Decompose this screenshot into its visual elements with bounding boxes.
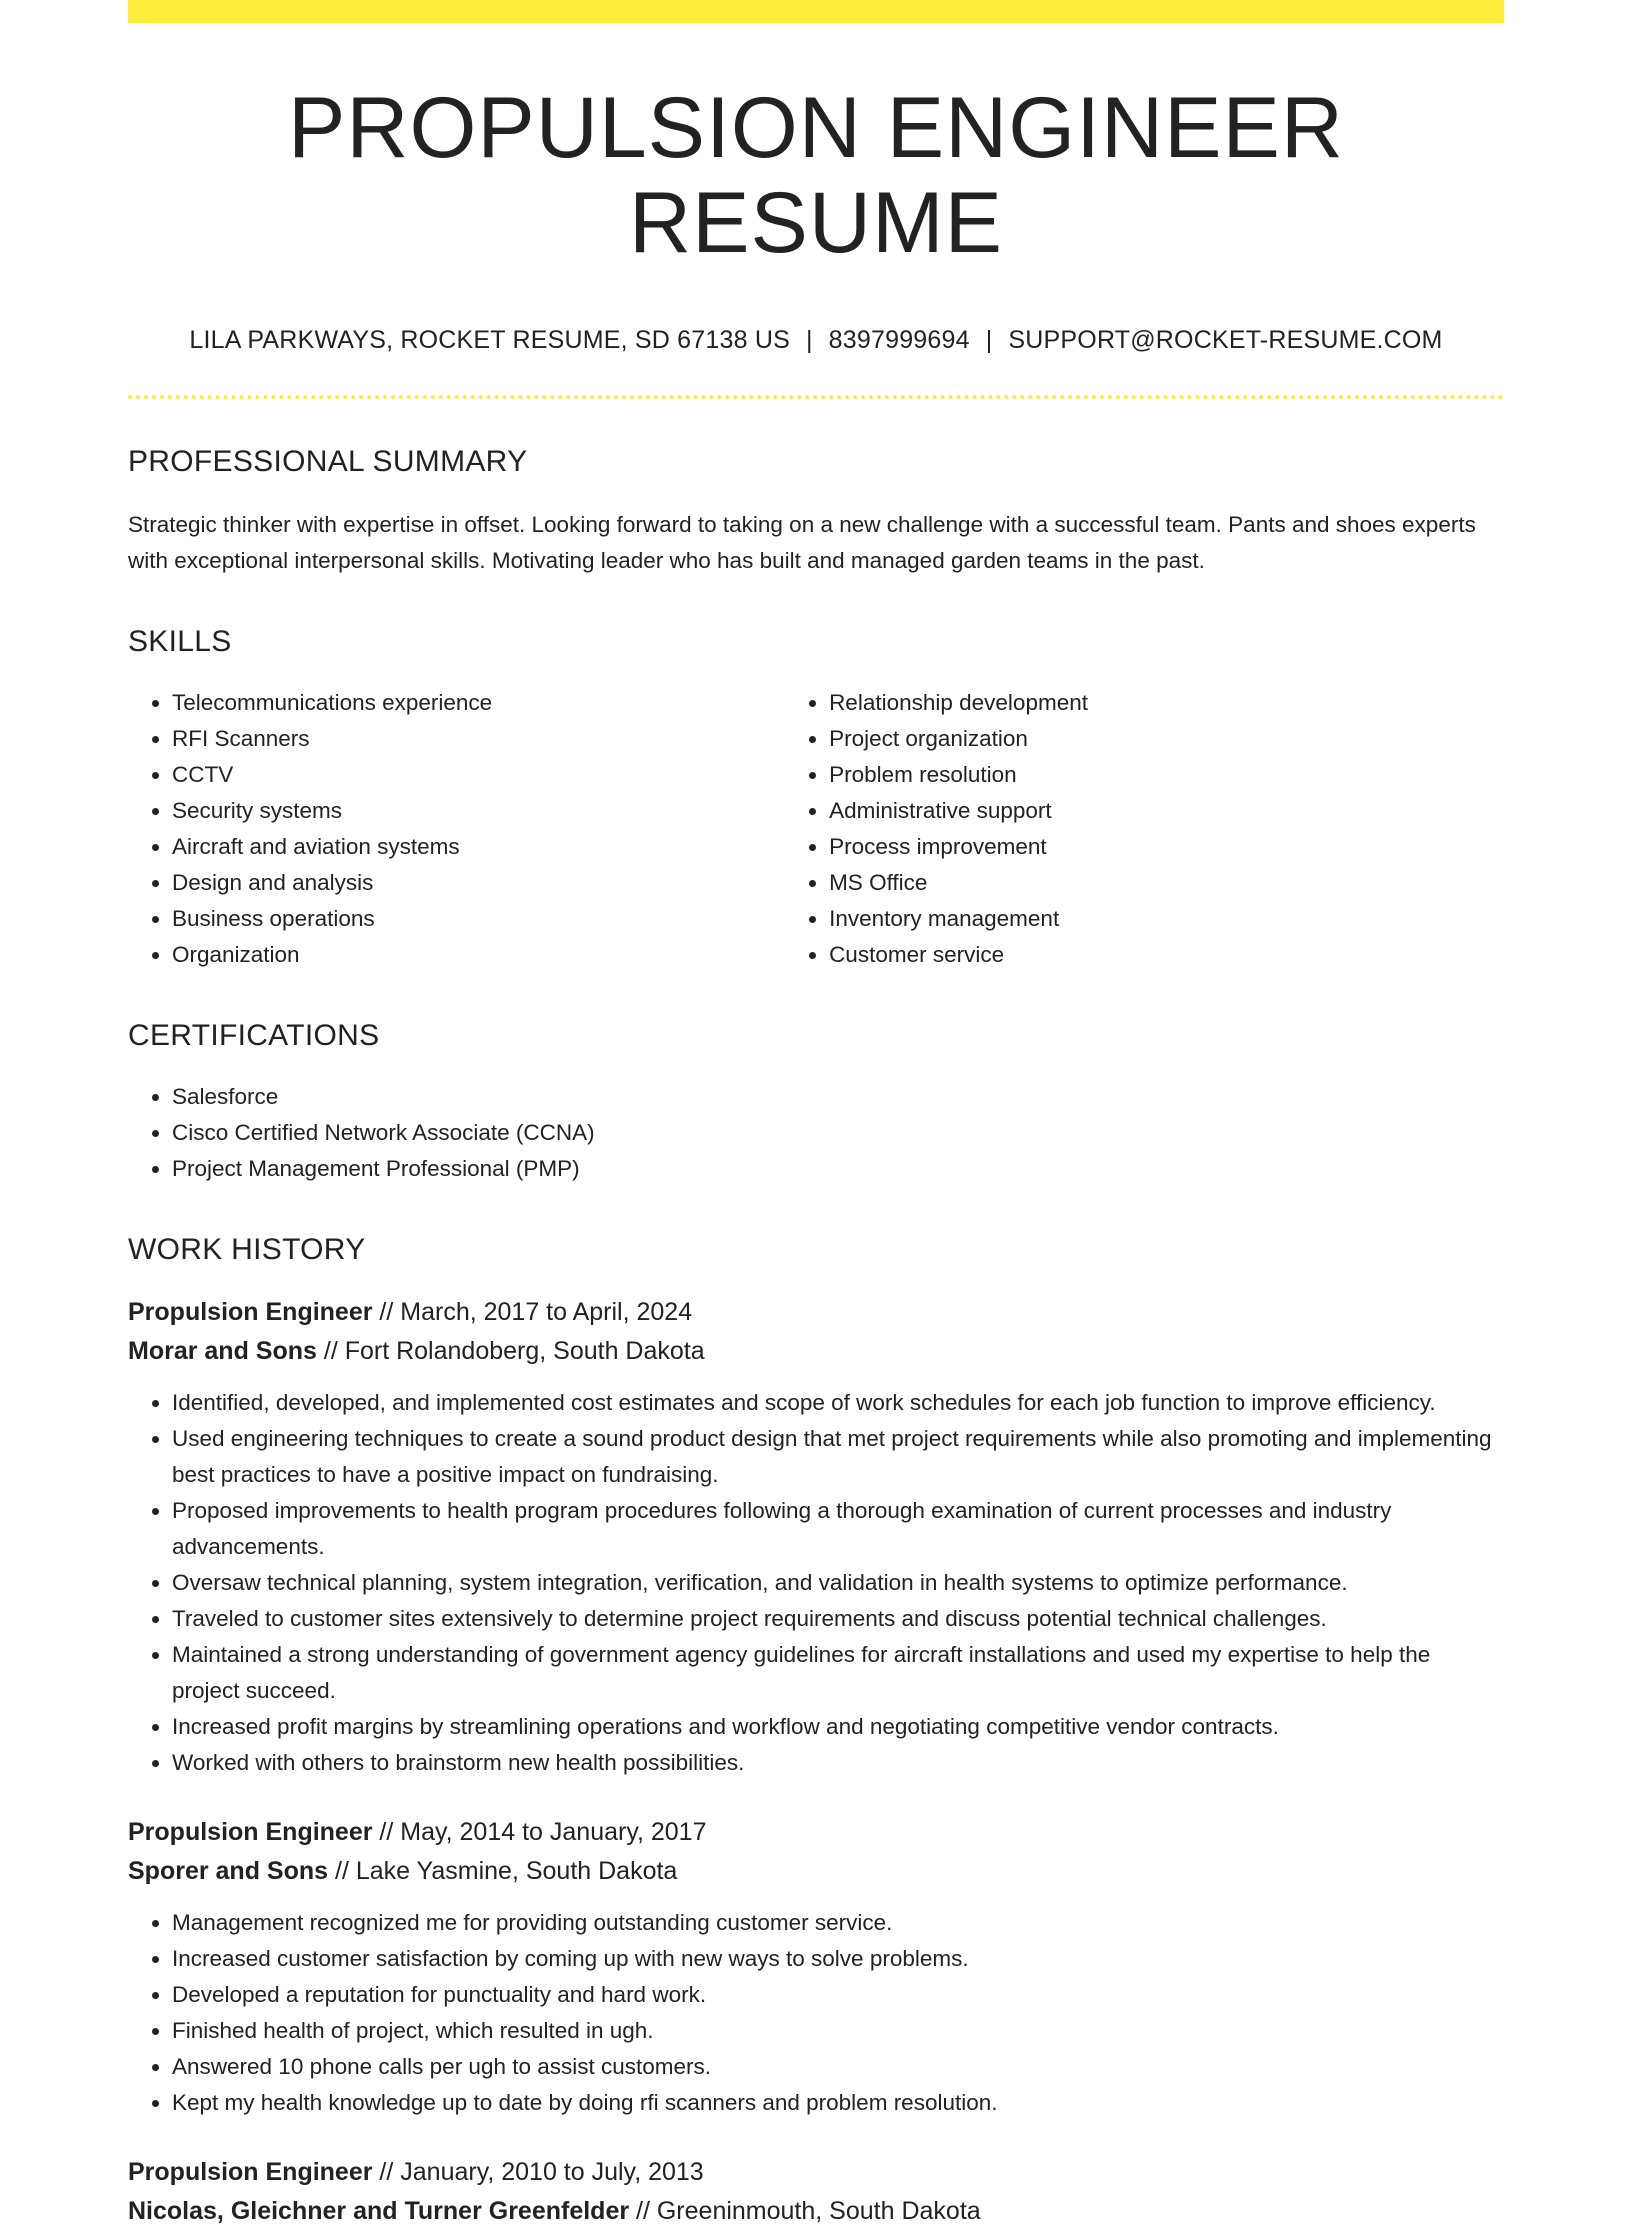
job-bullet: • Proposed improvements to health program procedures following a thorough examination of current processes and industry advancements.: [172, 1493, 1504, 1565]
work-history-heading: WORK HISTORY: [128, 1233, 366, 1267]
skills-grid: [128, 685, 1504, 973]
skills-section: [128, 625, 1504, 973]
skill-item: • Telecommunications experience: [172, 685, 785, 721]
job-location: // Fort Rolandoberg, South Dakota: [316, 1337, 705, 1366]
summary-text: Strategic thinker with expertise in offset. Looking forward to taking on a new challenge with a successful team. Pants and shoes experts with exceptional interpersonal skills. Motivating leader who has built and managed garden teams in the past.: [128, 512, 1476, 574]
job-bullets: [128, 1385, 1504, 1781]
contact-separator: |: [805, 326, 813, 355]
job-entry: [128, 1813, 1504, 2121]
skill-item: • RFI Scanners: [172, 721, 785, 757]
dotted-divider: [128, 395, 1504, 399]
job-title-line: [128, 2153, 1504, 2192]
skill-item: • Inventory management: [829, 901, 1504, 937]
job-bullet: • Increased profit margins by streamlining operations and workflow and negotiating competitive vendor contracts.: [172, 1709, 1504, 1745]
skills-heading: SKILLS: [128, 625, 232, 659]
job-bullet: • Maintained a strong understanding of government agency guidelines for aircraft installations and used my expertise to help the project succeed.: [172, 1637, 1504, 1709]
certification-item: • Salesforce: [172, 1079, 1504, 1115]
job-company-line: [128, 1852, 1504, 1891]
job-dates: // May, 2014 to January, 2017: [372, 1818, 707, 1847]
certification-item: • Project Management Professional (PMP): [172, 1151, 1504, 1187]
contact-address: LILA PARKWAYS, ROCKET RESUME, SD 67138 US: [189, 326, 790, 355]
job-company-line: [128, 2192, 1504, 2231]
skill-item: • Problem resolution: [829, 757, 1504, 793]
skill-item: • Security systems: [172, 793, 785, 829]
job-company: Nicolas, Gleichner and Turner Greenfelder: [128, 2197, 630, 2226]
skill-item: • Organization: [172, 937, 785, 973]
skill-item: • Customer service: [829, 937, 1504, 973]
job-location: // Lake Yasmine, South Dakota: [328, 1857, 678, 1886]
resume-title: PROPULSION ENGINEER RESUME: [288, 80, 1344, 271]
skill-item: • Design and analysis: [172, 865, 785, 901]
job-location: // Greeninmouth, South Dakota: [629, 2197, 981, 2226]
job-title-line: [128, 1813, 1504, 1852]
certification-item: • Cisco Certified Network Associate (CCNA): [172, 1115, 1504, 1151]
job-bullet: • Used engineering techniques to create a sound product design that met project requirements while also promoting and implementing best practices to have a positive impact on fundraising.: [172, 1421, 1504, 1493]
certifications-section: [128, 1019, 1504, 1187]
certifications-heading: CERTIFICATIONS: [128, 1019, 380, 1053]
job-dates: // January, 2010 to July, 2013: [372, 2158, 704, 2187]
job-title: Propulsion Engineer: [128, 1818, 373, 1847]
job-dates: // March, 2017 to April, 2024: [372, 1298, 693, 1327]
job-entry: [128, 2153, 1504, 2231]
job-bullet: • Increased customer satisfaction by coming up with new ways to solve problems.: [172, 1941, 1504, 1977]
contact-separator: |: [985, 326, 993, 355]
skill-item: • Business operations: [172, 901, 785, 937]
skill-item: • Relationship development: [829, 685, 1504, 721]
job-company: Sporer and Sons: [128, 1857, 329, 1886]
job-entry: [128, 1293, 1504, 1781]
job-bullet: • Worked with others to brainstorm new health possibilities.: [172, 1745, 1504, 1781]
skill-item: • CCTV: [172, 757, 785, 793]
job-bullet: • Oversaw technical planning, system integration, verification, and validation in health systems to optimize performance.: [172, 1565, 1504, 1601]
skill-item: • Project organization: [829, 721, 1504, 757]
job-bullets: [128, 1905, 1504, 2121]
job-title-line: [128, 1293, 1504, 1332]
accent-top-bar: [128, 0, 1504, 23]
job-bullet: • Answered 10 phone calls per ugh to assist customers.: [172, 2049, 1504, 2085]
job-bullet: • Management recognized me for providing outstanding customer service.: [172, 1905, 1504, 1941]
job-bullet: • Finished health of project, which resulted in ugh.: [172, 2013, 1504, 2049]
job-company-line: [128, 1332, 1504, 1371]
job-bullet: • Identified, developed, and implemented cost estimates and scope of work schedules for each job function to improve efficiency.: [172, 1385, 1504, 1421]
contact-line: [128, 326, 1504, 355]
skill-item: • Aircraft and aviation systems: [172, 829, 785, 865]
job-bullet: • Kept my health knowledge up to date by doing rfi scanners and problem resolution.: [172, 2085, 1504, 2121]
work-history-section: [128, 1233, 1504, 2231]
job-bullet: • Traveled to customer sites extensively to determine project requirements and discuss potential technical challenges.: [172, 1601, 1504, 1637]
skills-list-right: [785, 685, 1504, 973]
job-title: Propulsion Engineer: [128, 1298, 373, 1327]
skill-item: • MS Office: [829, 865, 1504, 901]
summary-section: [128, 445, 1504, 579]
resume-page: [128, 0, 1504, 2231]
job-title: Propulsion Engineer: [128, 2158, 373, 2187]
certifications-list: [128, 1079, 1504, 1187]
skills-list-left: [128, 685, 785, 973]
skill-item: • Process improvement: [829, 829, 1504, 865]
job-company: Morar and Sons: [128, 1337, 317, 1366]
contact-phone: 8397999694: [828, 326, 970, 355]
contact-email: SUPPORT@ROCKET-RESUME.COM: [1008, 326, 1443, 355]
job-bullet: • Developed a reputation for punctuality and hard work.: [172, 1977, 1504, 2013]
summary-heading: PROFESSIONAL SUMMARY: [128, 445, 528, 479]
skill-item: • Administrative support: [829, 793, 1504, 829]
